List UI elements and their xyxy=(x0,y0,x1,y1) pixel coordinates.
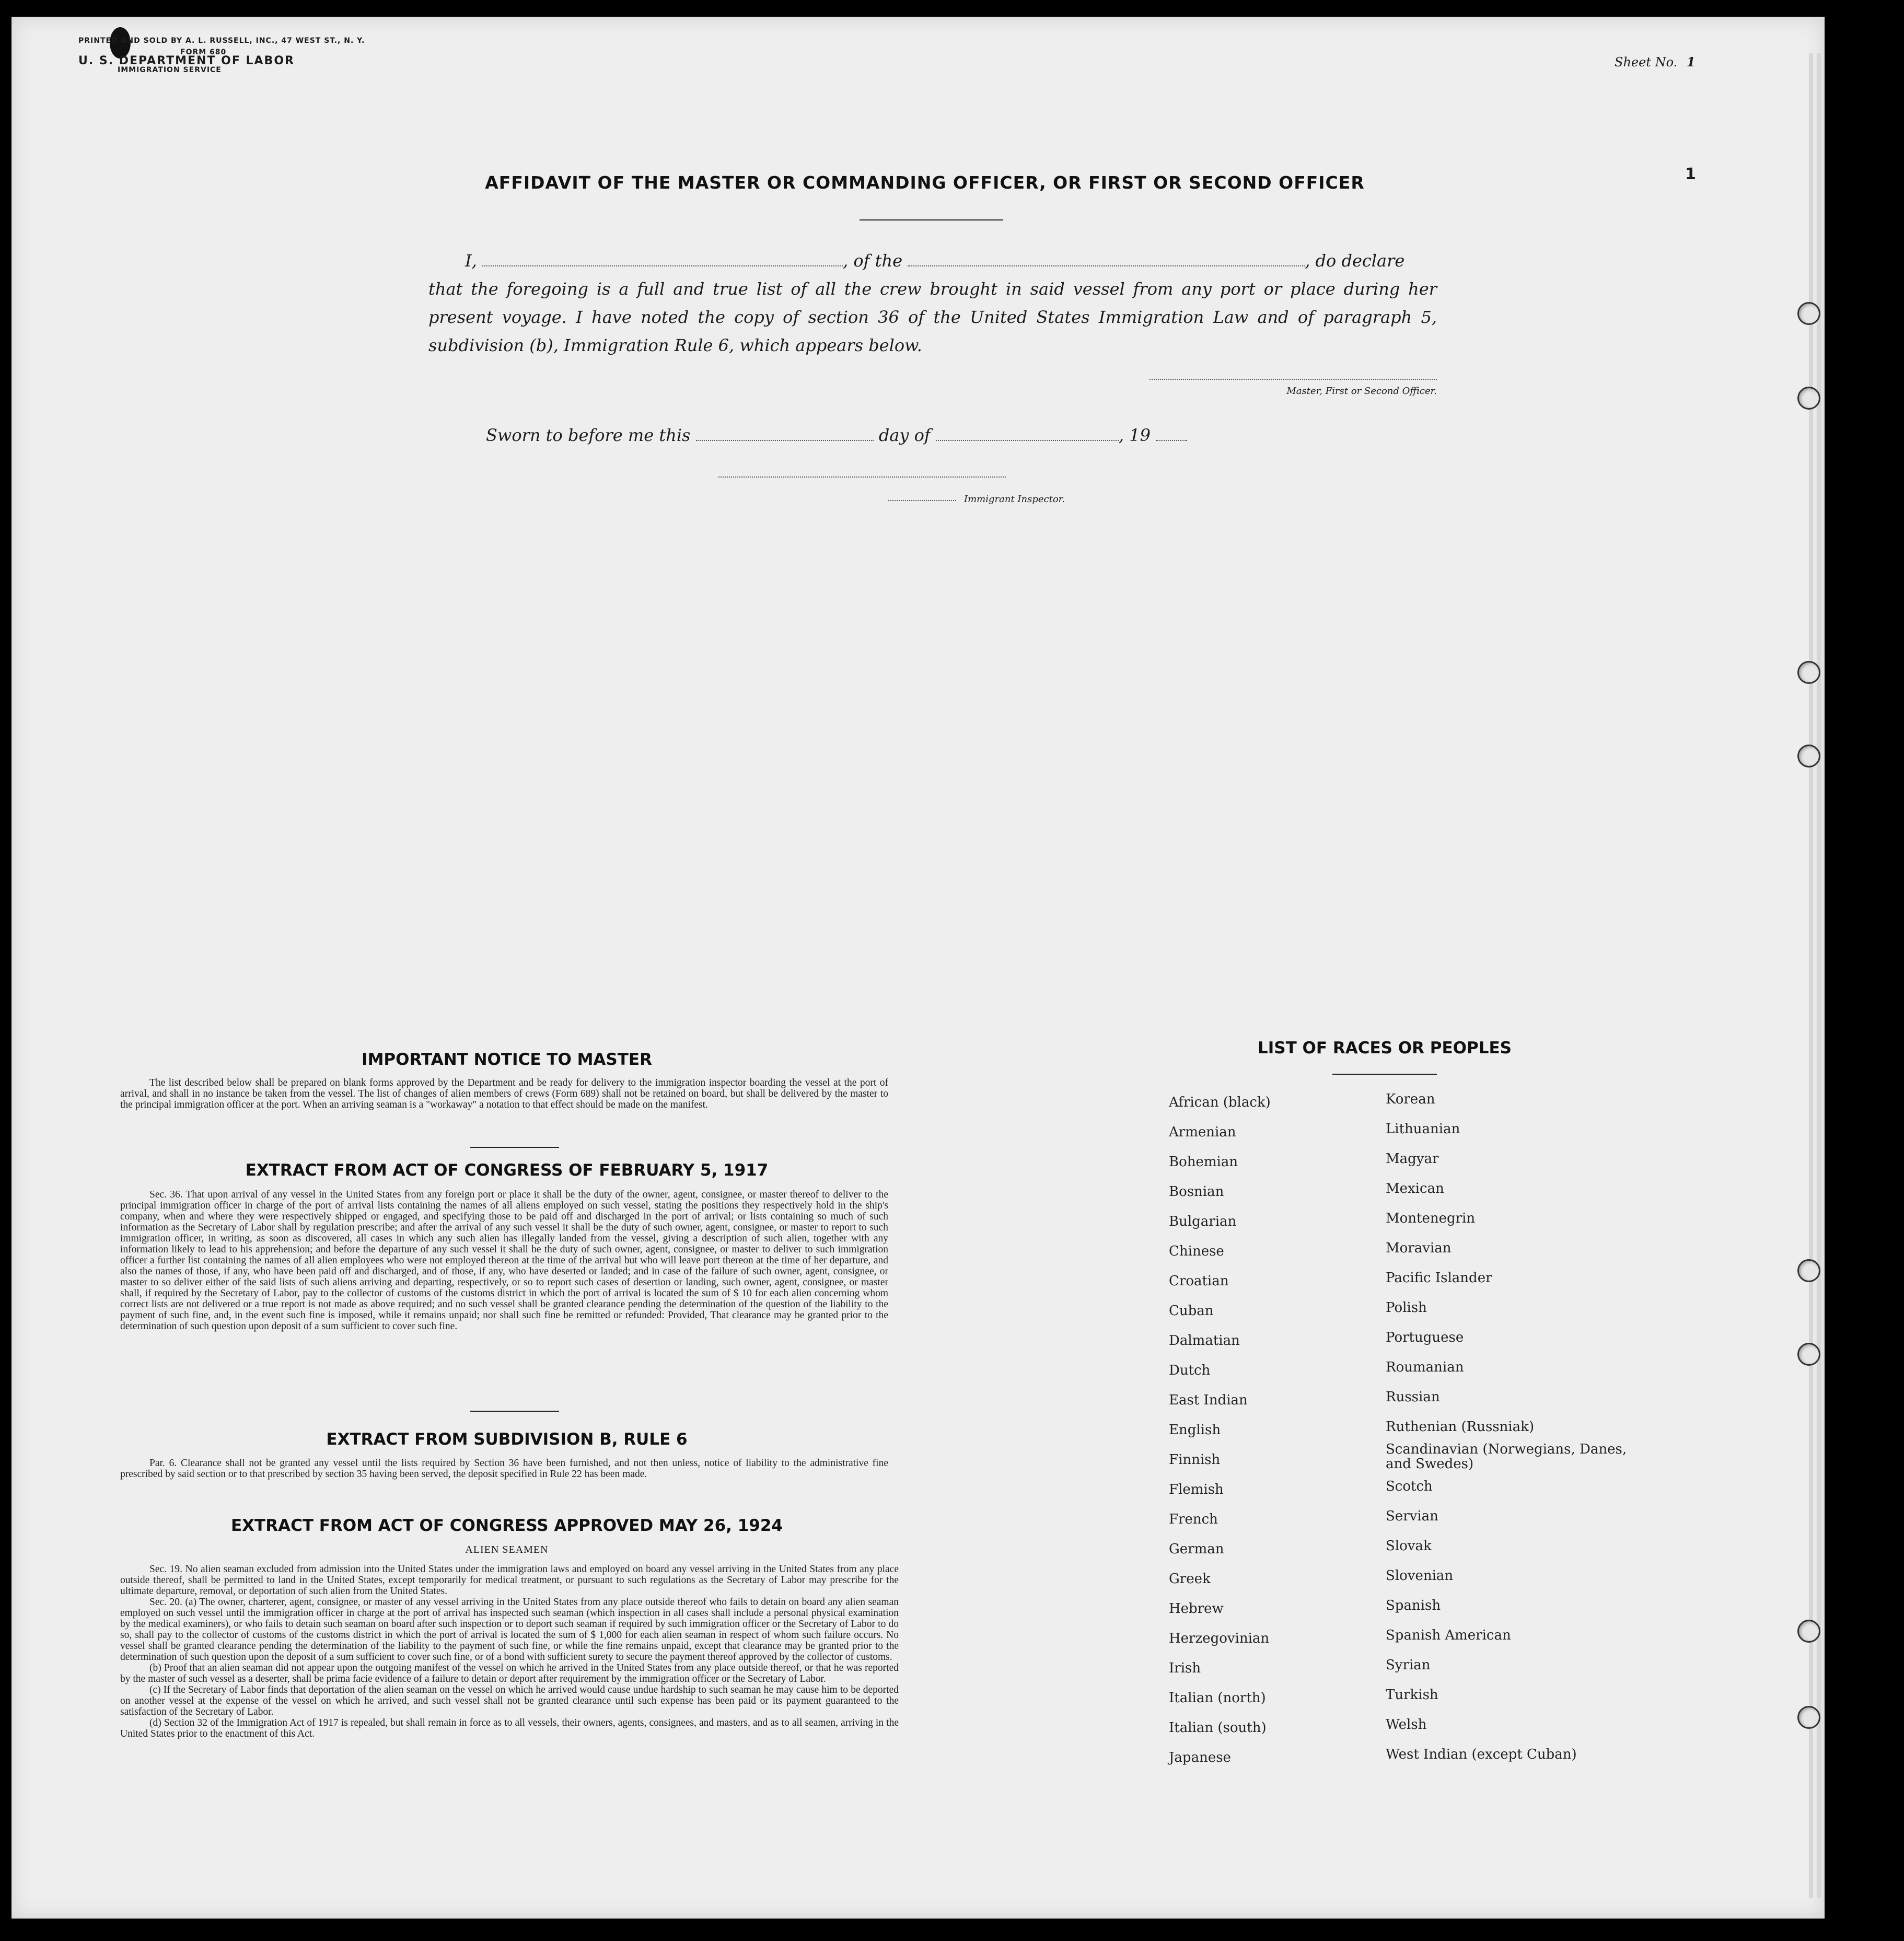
race-item: Flemish xyxy=(1169,1482,1224,1497)
sworn-label: Sworn to before me this xyxy=(486,425,691,445)
day-of-label: day of xyxy=(878,425,931,445)
race-item: Greek xyxy=(1169,1571,1211,1587)
declarant-name-field[interactable] xyxy=(482,265,843,266)
race-item: Italian (north) xyxy=(1169,1690,1266,1706)
race-item: Herzegovinian xyxy=(1169,1631,1270,1646)
race-item: East Indian xyxy=(1169,1392,1248,1408)
corner-mark: 1 xyxy=(1685,165,1696,183)
race-item: Lithuanian xyxy=(1386,1121,1460,1137)
department-name: U. S. DEPARTMENT OF LABOR xyxy=(78,54,295,67)
race-item: Irish xyxy=(1169,1660,1201,1676)
binder-hole xyxy=(1797,387,1820,410)
notice-body xyxy=(120,1077,888,1110)
sec20d-text: (d) Section 32 of the Immigration Act of 1917 is repealed, but shall remain in force as to all vessels, their owners, agents, consignees, and masters, and as to all seamen, arriving in the United States prior to the enactment of this Act. xyxy=(120,1717,899,1739)
race-item: Pacific Islander xyxy=(1386,1270,1492,1286)
sec36-text: Sec. 36. That upon arrival of any vessel in the United States from any foreign port or place it shall be the duty of the owner, agent, consignee, or master thereof to deliver to the principal immigration officer in charge of the port of arrival lists containing the names of all aliens employed on such vessel, stating the positions they respectively hold in the ship's company, when and where they were respectively shipped or engaged, and specifying those to be paid off and discharged in the port of arrival; or lists containing so much of such information as the Secretary of Labor shall by regulation prescribe; and after the arrival of any such vessel it shall be the duty of such owner, agent, consignee, or master to report to such immigration officer, in writing, as soon as discovered, all cases in which any such alien has illegally landed from the vessel, giving a description of such alien, together with any information likely to lead to his apprehension; and before the departure of any such vessel it shall be the duty of such owner, agent, consignee, or master to deliver to such immigration officer a further list containing the names of all alien employees who were not employed thereon at the time of the arrival but who will leave port thereon at the time of her departure, and also the names of those, if any, who have been paid off and discharged, and of those, if any, who have deserted or landed; and in case of the failure of such owner, agent, consignee, or master to so deliver either of the said lists of such aliens arriving and departing, respectively, or so to report such cases of desertion or landing, such owner, agent, consignee, or master shall, if required by the Secretary of Labor, pay to the collector of customs of the customs district in which the port of arrival is located the sum of $ 10 for each alien concerning whom correct lists are not delivered or a true report is not made as above required; and no such vessel shall be granted clearance pending the determination of the question of the liability to the payment of such fine, and, in the event such fine is imposed, while it remains unpaid; nor shall such fine be remitted or refunded: Provided, That clearance may be granted prior to the determination of such question upon deposit of a sum sufficient to cover such fine. xyxy=(120,1189,888,1332)
race-item: Montenegrin xyxy=(1386,1211,1476,1226)
race-item: French xyxy=(1169,1512,1218,1527)
affidavit-text: that the foregoing is a full and true list of all the crew brought in said vessel from any port or place during her present voyage. I have noted the copy of section 36 of the United States Immigration Law and of paragraph 5, subdivision (b), Immigration Rule 6, which appears below. xyxy=(428,279,1437,355)
race-item: Spanish xyxy=(1386,1598,1441,1613)
race-item: Portuguese xyxy=(1386,1330,1464,1345)
race-item: Syrian xyxy=(1386,1657,1431,1673)
race-item: Chinese xyxy=(1169,1243,1224,1259)
race-item: Scandinavian (Norwegians, Danes, and Swedes) xyxy=(1386,1442,1627,1472)
sworn-month-field[interactable] xyxy=(936,440,1119,441)
race-item: Cuban xyxy=(1169,1303,1214,1319)
sec20c-text: (c) If the Secretary of Labor finds that deportation of the alien seaman on the vessel on which he arrived would cause undue hardship to such seaman he may cause him to be deported on another vessel at the expense of the vessel on which he arrived, and such vessel shall not be granted clearance until such expense has been paid or its payment guaranteed to the satisfaction of the Secretary of Labor. xyxy=(120,1684,899,1717)
races-title: LIST OF RACES OR PEOPLES xyxy=(1257,1039,1512,1057)
binder-hole xyxy=(1797,1259,1820,1282)
race-item: West Indian (except Cuban) xyxy=(1386,1747,1577,1762)
race-item: Dalmatian xyxy=(1169,1333,1240,1349)
race-item: Armenian xyxy=(1169,1124,1236,1140)
race-item: Finnish xyxy=(1169,1452,1221,1468)
service-name: IMMIGRATION SERVICE xyxy=(118,66,222,74)
race-item: Dutch xyxy=(1169,1363,1211,1378)
sheet-label: Sheet No. xyxy=(1615,55,1678,69)
binder-hole xyxy=(1797,1620,1820,1643)
printer-line: PRINTED AND SOLD BY A. L. RUSSELL, INC., 47 WEST ST., N. Y. xyxy=(78,37,365,45)
vessel-label: , of the xyxy=(842,251,903,271)
race-item: Bosnian xyxy=(1169,1184,1224,1200)
notice-text: The list described below shall be prepared on blank forms approved by the Department and be ready for delivery to the immigration inspector boarding the vessel at the port of arrival, and shall in no instance be taken from the vessel. The list of changes of alien members of crews (Form 689) shall not be retained on board, but shall be delivered by the master to the principal immigration officer at the port. When an arriving seaman is a "workaway" a notation to that effect should be made on the manifest. xyxy=(120,1077,888,1110)
binder-hole xyxy=(1797,661,1820,684)
sheet-value: 1 xyxy=(1686,54,1696,69)
section-rule xyxy=(470,1147,559,1148)
race-item: Bulgarian xyxy=(1169,1214,1237,1229)
race-item: Roumanian xyxy=(1386,1359,1464,1375)
extract-1917-title: EXTRACT FROM ACT OF CONGRESS OF FEBRUARY 5, 1917 xyxy=(245,1161,769,1180)
title-rule xyxy=(860,219,1003,220)
race-item: Hebrew xyxy=(1169,1601,1224,1617)
race-item: Russian xyxy=(1386,1389,1440,1405)
binder-hole xyxy=(1797,302,1820,325)
race-item: German xyxy=(1169,1541,1224,1557)
race-item: Japanese xyxy=(1169,1750,1231,1765)
extract-1924-body xyxy=(120,1564,899,1739)
race-item: Slovak xyxy=(1386,1538,1432,1554)
sec19-text: Sec. 19. No alien seaman excluded from admission into the United States under the immigration laws and employed on board any vessel arriving in the United States from any place outside thereof, shall be permitted to land in the United States, except temporarily for medical treatment, or pursuant to such regulations as the Secretary of Labor may prescribe for the ultimate departure, removal, or deportation of such alien from the United States. xyxy=(120,1564,899,1597)
notice-title: IMPORTANT NOTICE TO MASTER xyxy=(362,1050,652,1069)
race-item: Croatian xyxy=(1169,1273,1229,1289)
race-item: African (black) xyxy=(1169,1095,1271,1110)
sheet-number xyxy=(1615,54,1696,69)
binder-hole xyxy=(1797,1343,1820,1366)
extract-rule6-body xyxy=(120,1458,888,1480)
officer-signature-caption: Master, First or Second Officer. xyxy=(1286,386,1437,397)
sworn-line xyxy=(486,421,1187,449)
races-rule xyxy=(1332,1074,1437,1075)
inspector-caption: Immigrant Inspector. xyxy=(964,494,1065,505)
page-edge xyxy=(1817,53,1821,1898)
race-item: Mexican xyxy=(1386,1181,1444,1196)
race-item: Ruthenian (Russniak) xyxy=(1386,1419,1535,1435)
declaration-line xyxy=(428,247,1437,275)
year-label: , 19 xyxy=(1118,425,1151,445)
race-item: Scotch xyxy=(1386,1479,1433,1494)
extract-1917-body xyxy=(120,1189,888,1332)
race-item: Welsh xyxy=(1386,1717,1427,1733)
binder-hole xyxy=(1797,1706,1820,1729)
race-item: English xyxy=(1169,1422,1221,1438)
form-number: FORM 680 xyxy=(180,48,227,56)
race-item: Slovenian xyxy=(1386,1568,1454,1584)
race-item: Magyar xyxy=(1386,1151,1439,1167)
vessel-name-field[interactable] xyxy=(908,265,1305,266)
races-left-column xyxy=(1169,1088,1378,1773)
par6-text: Par. 6. Clearance shall not be granted any vessel until the lists required by Section 36 have been furnished, and not then unless, notice of liability to the administrative fine prescribed by said section or to that prescribed by section 35 having been served, the deposit specified in Rule 22 has been made. xyxy=(120,1458,888,1480)
sworn-year-field[interactable] xyxy=(1156,440,1187,441)
affidavit-title: AFFIDAVIT OF THE MASTER OR COMMANDING OFFICER, OR FIRST OR SECOND OFFICER xyxy=(485,172,1365,193)
section-rule xyxy=(470,1411,559,1412)
races-right-column xyxy=(1386,1085,1636,1770)
race-item: Italian (south) xyxy=(1169,1720,1267,1736)
affidavit-body xyxy=(428,247,1437,359)
extract-rule6-title: EXTRACT FROM SUBDIVISION B, RULE 6 xyxy=(326,1430,688,1449)
sworn-day-field[interactable] xyxy=(696,440,874,441)
inspector-signature-field[interactable] xyxy=(718,476,1006,478)
officer-signature-field[interactable] xyxy=(1150,379,1437,380)
extract-1924-subtitle: ALIEN SEAMEN xyxy=(465,1544,549,1555)
race-item: Moravian xyxy=(1386,1240,1452,1256)
race-item: Spanish American xyxy=(1386,1628,1511,1643)
sec20b-text: (b) Proof that an alien seaman did not appear upon the outgoing manifest of the vessel on which he arrived in the United States from any place outside thereof, or that he was reported by the master of such vessel as a deserter, shall be prima facie evidence of a failure to detain or deport after requirement by the immigration officer or the Secretary of Labor. xyxy=(120,1663,899,1684)
race-item: Korean xyxy=(1386,1091,1435,1107)
declarant-label: I, xyxy=(465,251,477,271)
declare-label: , do declare xyxy=(1305,251,1405,271)
race-item: Polish xyxy=(1386,1300,1427,1316)
binder-hole xyxy=(1797,745,1820,768)
race-item: Turkish xyxy=(1386,1687,1438,1703)
sec20a-text: Sec. 20. (a) The owner, charterer, agent, consignee, or master of any vessel arriving in the United States from any place outside thereof who fails to detain on board any alien seaman employed on such vessel until the immigration officer in charge at the port of arrival has inspected such seaman (which inspection in all cases shall include a personal physical examination by the medical examiners), or who fails to detain such seaman on board after such inspection or to deport such seaman if required by such immigration officer or the Secretary of Labor to do so, shall pay to the collector of customs of the customs district in which the port of arrival is located the sum of $ 1,000 for each alien seaman in respect of whom such failure occurs. No vessel shall be granted clearance pending the determination of the liability to the payment of such fine, or while the fine remains unpaid, except that clearance may be granted prior to the determination of such question upon the deposit of a sum sufficient to cover such fine, or of a bond with sufficient surety to secure the payment thereof approved by the collector of customs. xyxy=(120,1597,899,1663)
race-item: Bohemian xyxy=(1169,1154,1238,1170)
race-item: Servian xyxy=(1386,1508,1438,1524)
extract-1924-title: EXTRACT FROM ACT OF CONGRESS APPROVED MAY 26, 1924 xyxy=(230,1516,783,1535)
inspector-dots xyxy=(888,500,956,501)
